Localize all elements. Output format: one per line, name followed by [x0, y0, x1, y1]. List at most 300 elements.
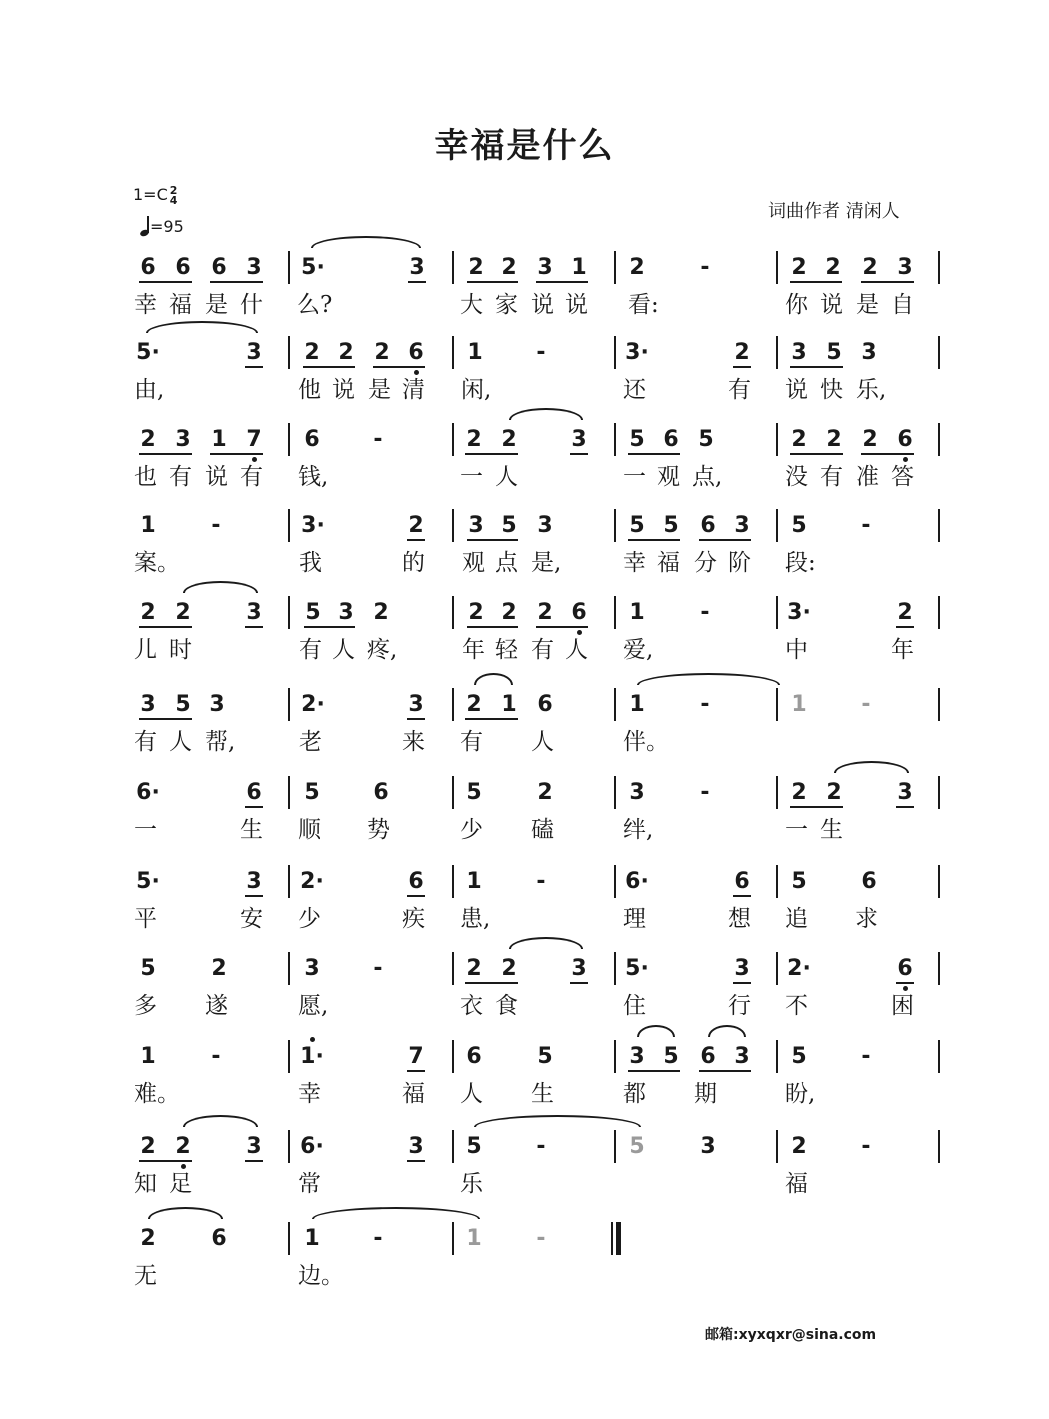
lyric-char: 儿 [134, 637, 157, 663]
lyric-char: 福 [657, 550, 680, 576]
beam-underline [790, 281, 842, 283]
barline [288, 952, 290, 985]
jianpu-note: 3 [861, 340, 877, 365]
tempo-marking [140, 216, 184, 236]
lyric-char: 安 [240, 906, 263, 932]
barline [452, 865, 454, 898]
email-address: xyxqxr@sina.com [738, 1327, 877, 1343]
lyric-char: 点, [692, 464, 723, 490]
lyric-char: 不 [785, 993, 808, 1019]
beam-underline [570, 453, 588, 455]
lyric-char: 人 [460, 1081, 483, 1107]
dash-note: - [536, 1226, 546, 1251]
lyric-char: 少 [298, 906, 321, 932]
jianpu-note: 3 [338, 600, 354, 625]
jianpu-note: 2 [338, 340, 354, 365]
barline [614, 596, 616, 629]
jianpu-note: 3 [246, 869, 262, 894]
jianpu-note: 7 [408, 1044, 424, 1069]
barline [614, 776, 616, 809]
dash-note: - [373, 956, 383, 981]
lyric-char: 乐, [856, 377, 887, 403]
jianpu-note: 6 [408, 869, 424, 894]
lyric-char: 的 [402, 550, 425, 576]
barline [288, 596, 290, 629]
barline [288, 423, 290, 456]
jianpu-note: 2· [787, 956, 811, 981]
jianpu-note: 6· [300, 1134, 324, 1159]
jianpu-note: 2 [862, 427, 878, 452]
lyric-char: 有 [820, 464, 843, 490]
jianpu-note: 6 [408, 340, 424, 365]
beam-underline [467, 626, 518, 628]
barline [614, 251, 616, 284]
barline [288, 688, 290, 721]
beam-underline [407, 539, 425, 541]
lyric-char: 快 [820, 377, 843, 403]
jianpu-note: 3 [571, 427, 587, 452]
lyric-char: 来 [402, 729, 425, 755]
barline [288, 336, 290, 369]
beam-underline [628, 1070, 680, 1072]
beam-underline [896, 982, 914, 984]
lyric-char: 年 [462, 637, 485, 663]
lyric-char: 家 [495, 292, 518, 318]
lyric-char: 你 [785, 292, 808, 318]
lyric-char: 段: [785, 550, 816, 576]
lyric-char: 说 [332, 377, 355, 403]
beam-underline [245, 366, 263, 368]
author-credit: 词曲作者 清闲人 [768, 201, 900, 222]
jianpu-note: 2 [897, 600, 913, 625]
lyric-char: 时 [169, 637, 192, 663]
barline [452, 1130, 454, 1163]
jianpu-note: 3 [791, 340, 807, 365]
barline [938, 952, 940, 985]
jianpu-note: 2 [862, 255, 878, 280]
jianpu-note: 2 [466, 427, 482, 452]
jianpu-note: 5 [663, 1044, 679, 1069]
lyric-char: 他 [298, 377, 321, 403]
lyric-char: 行 [728, 993, 751, 1019]
dash-note: - [861, 513, 871, 538]
jianpu-note: 3 [734, 1044, 750, 1069]
jianpu-note: 6 [466, 1044, 482, 1069]
beam-underline [790, 806, 843, 808]
lyric-char: 幸 [134, 292, 157, 318]
lyric-char: 福 [402, 1081, 425, 1107]
jianpu-note: 5 [501, 513, 517, 538]
beam-underline [210, 281, 263, 283]
jianpu-note: 2 [175, 1134, 191, 1159]
beam-underline [245, 895, 263, 897]
beam-underline [303, 366, 355, 368]
jianpu-note: 6· [136, 780, 160, 805]
jianpu-note: 7 [246, 427, 262, 452]
barline [938, 1130, 940, 1163]
dash-note: - [373, 427, 383, 452]
jianpu-note: 3· [787, 600, 811, 625]
jianpu-note: 2 [501, 600, 517, 625]
jianpu-note: 2 [466, 956, 482, 981]
jianpu-note: 5 [466, 1134, 482, 1159]
jianpu-note: 6 [571, 600, 587, 625]
beam-underline [407, 895, 425, 897]
jianpu-note: 6 [175, 255, 191, 280]
octave-dot-low [577, 630, 582, 635]
barline [776, 251, 778, 284]
beam-underline [733, 982, 751, 984]
dash-note: - [700, 780, 710, 805]
beam-underline [896, 806, 914, 808]
beam-underline [790, 366, 843, 368]
barline [938, 336, 940, 369]
beam-underline [536, 281, 588, 283]
lyric-char: 绊, [623, 817, 654, 843]
jianpu-note: 2 [468, 255, 484, 280]
lyric-char: 理 [623, 906, 646, 932]
barline [776, 865, 778, 898]
barline [938, 251, 940, 284]
lyric-char: 期 [694, 1081, 717, 1107]
jianpu-note: 1 [571, 255, 587, 280]
dash-note: - [211, 513, 221, 538]
dash-note: - [700, 600, 710, 625]
jianpu-note: 5 [698, 427, 714, 452]
lyric-char: 福 [169, 292, 192, 318]
lyric-char: 也 [134, 464, 157, 490]
dash-note: - [536, 1134, 546, 1159]
final-barline [616, 1222, 621, 1255]
slur-arc [637, 673, 780, 685]
beam-underline [304, 626, 355, 628]
jianpu-note: 3 [897, 780, 913, 805]
jianpu-note: 2 [140, 600, 156, 625]
lyric-char: 想 [728, 906, 751, 932]
lyric-char: 都 [623, 1081, 646, 1107]
lyric-char: 人 [565, 637, 588, 663]
lyric-char: 观 [462, 550, 485, 576]
jianpu-note: 3 [246, 255, 262, 280]
jianpu-note: 6 [700, 1044, 716, 1069]
barline [614, 423, 616, 456]
slur-arc [148, 1207, 223, 1219]
lyric-char: 人 [531, 729, 554, 755]
lyric-char: 分 [694, 550, 717, 576]
jianpu-note: 1 [791, 692, 807, 717]
lyric-char: 难。 [134, 1081, 180, 1107]
footer-email [705, 1324, 876, 1344]
jianpu-note: 2 [374, 340, 390, 365]
barline [614, 688, 616, 721]
lyric-char: 是 [368, 377, 391, 403]
jianpu-note: 2 [468, 600, 484, 625]
barline [611, 1222, 613, 1255]
jianpu-note: 1 [629, 600, 645, 625]
beam-underline [467, 281, 518, 283]
barline [614, 336, 616, 369]
dash-note: - [536, 869, 546, 894]
jianpu-note: 5 [791, 869, 807, 894]
barline [938, 596, 940, 629]
time-signature [169, 183, 178, 207]
lyric-char: 乐 [460, 1171, 483, 1197]
jianpu-note: 2 [501, 956, 517, 981]
lyric-char: 有 [299, 637, 322, 663]
jianpu-note: 6 [211, 255, 227, 280]
barline [776, 336, 778, 369]
jianpu-note: 6 [246, 780, 262, 805]
octave-dot-low [252, 457, 257, 462]
jianpu-note: 1 [140, 1044, 156, 1069]
lyric-char: 么? [297, 292, 333, 318]
jianpu-note: 2 [791, 1134, 807, 1159]
barline [938, 776, 940, 809]
beam-underline [245, 1160, 263, 1162]
jianpu-note: 5 [304, 780, 320, 805]
jianpu-note: 3 [409, 255, 425, 280]
lyric-char: 盼, [785, 1081, 816, 1107]
jianpu-note: 1· [300, 1044, 324, 1069]
lyric-char: 准 [856, 464, 879, 490]
dash-note: - [861, 692, 871, 717]
octave-dot-low [181, 1164, 186, 1169]
lyric-char: 人 [169, 729, 192, 755]
octave-dot-low [414, 370, 419, 375]
beam-underline [861, 453, 914, 455]
slur-arc [637, 1025, 675, 1037]
jianpu-note: 2 [408, 513, 424, 538]
lyric-char: 福 [785, 1171, 808, 1197]
lyric-char: 大 [460, 292, 483, 318]
dash-note: - [536, 340, 546, 365]
lyric-char: 是 [856, 292, 879, 318]
jianpu-note: 6 [700, 513, 716, 538]
lyric-char: 有 [169, 464, 192, 490]
barline [288, 251, 290, 284]
slur-arc [311, 236, 421, 248]
beam-underline [408, 281, 426, 283]
lyric-char: 患, [460, 906, 491, 932]
jianpu-note: 3 [537, 513, 553, 538]
jianpu-note: 1 [466, 1226, 482, 1251]
barline [288, 509, 290, 542]
barline [938, 509, 940, 542]
jianpu-note: 2 [734, 340, 750, 365]
octave-dot-low [903, 986, 908, 991]
lyric-char: 少 [460, 817, 483, 843]
lyric-char: 人 [332, 637, 355, 663]
jianpu-note: 6 [537, 692, 553, 717]
jianpu-note: 5 [305, 600, 321, 625]
jianpu-note: 2 [825, 255, 841, 280]
lyric-char: 疾 [402, 906, 425, 932]
lyric-char: 阶 [728, 550, 751, 576]
jianpu-note: 2 [466, 692, 482, 717]
beam-underline [790, 453, 843, 455]
lyric-char: 由, [134, 377, 165, 403]
jianpu-note: 5 [791, 1044, 807, 1069]
lyric-char: 年 [891, 637, 914, 663]
barline [288, 776, 290, 809]
jianpu-note: 3 [246, 1134, 262, 1159]
beam-underline [210, 453, 263, 455]
key-text: 1=C [133, 185, 168, 204]
beam-underline [407, 718, 425, 720]
quarter-note-icon [140, 216, 150, 236]
slur-arc [509, 937, 583, 949]
jianpu-note: 5 [826, 340, 842, 365]
jianpu-note: 2 [501, 427, 517, 452]
barline [288, 1040, 290, 1073]
lyric-char: 闲, [461, 377, 492, 403]
jianpu-note: 5 [629, 1134, 645, 1159]
lyric-char: 生 [240, 817, 263, 843]
barline [452, 952, 454, 985]
lyric-char: 我 [299, 550, 322, 576]
jianpu-note: 2 [140, 1134, 156, 1159]
barline [452, 596, 454, 629]
barline [776, 1040, 778, 1073]
lyric-char: 住 [623, 993, 646, 1019]
jianpu-note: 6 [897, 956, 913, 981]
jianpu-note: 5 [140, 956, 156, 981]
beam-underline [733, 366, 751, 368]
barline [452, 336, 454, 369]
barline [452, 1040, 454, 1073]
lyric-char: 困 [891, 993, 914, 1019]
beam-underline [139, 718, 192, 720]
beam-underline [407, 1070, 425, 1072]
jianpu-note: 2 [537, 600, 553, 625]
jianpu-note: 2 [140, 1226, 156, 1251]
slur-arc [834, 761, 909, 773]
lyric-char: 答 [891, 464, 914, 490]
lyric-char: 说 [820, 292, 843, 318]
dash-note: - [211, 1044, 221, 1069]
tempo-text: =95 [150, 217, 184, 236]
lyric-char: 一 [785, 817, 808, 843]
barline [452, 1222, 454, 1255]
lyric-char: 爱, [623, 637, 654, 663]
lyric-char: 疼, [367, 637, 398, 663]
barline [938, 1040, 940, 1073]
jianpu-note: 1 [467, 340, 483, 365]
jianpu-note: 6 [211, 1226, 227, 1251]
beam-underline [465, 453, 518, 455]
barline [776, 776, 778, 809]
jianpu-note: 3 [629, 1044, 645, 1069]
lyric-char: 有 [134, 729, 157, 755]
slur-arc [474, 673, 513, 685]
beam-underline [699, 1070, 751, 1072]
barline [288, 1130, 290, 1163]
beam-underline [139, 1160, 192, 1162]
lyric-char: 知 [134, 1171, 157, 1197]
dash-note: - [373, 1226, 383, 1251]
slur-arc [708, 1025, 746, 1037]
jianpu-note: 5 [629, 513, 645, 538]
jianpu-note: 2 [373, 600, 389, 625]
jianpu-note: 3 [175, 427, 191, 452]
barline [288, 865, 290, 898]
email-label: 邮箱: [705, 1327, 739, 1343]
lyric-char: 磕 [531, 817, 554, 843]
jianpu-note: 2 [304, 340, 320, 365]
barline [614, 952, 616, 985]
barline [452, 423, 454, 456]
barline [938, 688, 940, 721]
beam-underline [896, 626, 914, 628]
beam-underline [245, 806, 263, 808]
jianpu-note: 3 [629, 780, 645, 805]
jianpu-note: 3 [246, 340, 262, 365]
lyric-char: 说 [531, 292, 554, 318]
lyric-char: 有 [531, 637, 554, 663]
beam-underline [139, 626, 192, 628]
jianpu-note: 2 [629, 255, 645, 280]
barline [776, 952, 778, 985]
jianpu-note: 6 [861, 869, 877, 894]
lyric-char: 足 [169, 1171, 192, 1197]
lyric-char: 什 [240, 292, 263, 318]
jianpu-note: 3 [408, 1134, 424, 1159]
lyric-char: 帮, [205, 729, 236, 755]
jianpu-note: 3· [301, 513, 325, 538]
slur-arc [146, 321, 258, 333]
lyric-char: 点 [495, 550, 518, 576]
jianpu-note: 3 [246, 600, 262, 625]
lyric-char: 有 [728, 377, 751, 403]
jianpu-note: 6 [373, 780, 389, 805]
jianpu-note: 3 [304, 956, 320, 981]
jianpu-note: 6 [897, 427, 913, 452]
jianpu-note: 3 [734, 956, 750, 981]
song-title: 幸福是什么 [434, 126, 615, 166]
jianpu-note: 1 [501, 692, 517, 717]
jianpu-note: 6 [663, 427, 679, 452]
jianpu-note: 2 [791, 255, 807, 280]
barline [614, 509, 616, 542]
jianpu-note: 2· [301, 692, 325, 717]
beam-underline [861, 281, 914, 283]
jianpu-note: 2 [791, 427, 807, 452]
lyric-char: 食 [495, 993, 518, 1019]
barline [288, 1222, 290, 1255]
barline [776, 688, 778, 721]
slur-arc [312, 1207, 480, 1219]
jianpu-note: 3 [408, 692, 424, 717]
barline [614, 865, 616, 898]
octave-dot-high [310, 1037, 315, 1042]
lyric-char: 遂 [205, 993, 228, 1019]
lyric-char: 幸 [298, 1081, 321, 1107]
jianpu-note: 5· [301, 255, 325, 280]
lyric-char: 看: [628, 292, 659, 318]
jianpu-note: 1 [140, 513, 156, 538]
jianpu-note: 1 [304, 1226, 320, 1251]
lyric-char: 愿, [298, 993, 329, 1019]
lyric-char: 生 [531, 1081, 554, 1107]
beam-underline [407, 1160, 425, 1162]
jianpu-note: 1 [466, 869, 482, 894]
lyric-char: 平 [134, 906, 157, 932]
jianpu-note: 2 [826, 427, 842, 452]
time-denominator: 4 [169, 193, 178, 207]
jianpu-note: 6 [734, 869, 750, 894]
lyric-char: 轻 [495, 637, 518, 663]
jianpu-note: 2 [791, 780, 807, 805]
